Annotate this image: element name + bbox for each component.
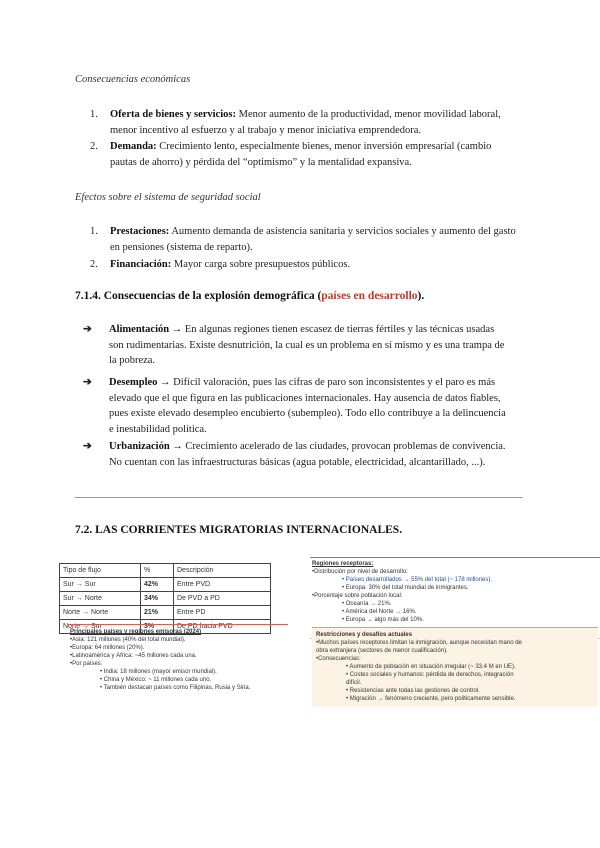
box-line: •Europa: 64 millones (20%). [70,645,145,651]
table-header-row [60,564,271,578]
item-text: Mayor carga sobre presupuestos públicos. [171,259,351,270]
box-line: • Migración → fenómeno creciente, pero politicamente sensible. [346,696,516,702]
section-heading-714 [75,290,424,302]
social-heading: Efectos sobre el sistema de seguridad social [75,192,261,203]
horizontal-divider [75,497,523,498]
econ-heading: Consecuencias económicas [75,74,191,85]
box-line: •Muchos países receptores limitan la inmigración, aunque necesitan mano de [316,640,522,646]
table-cell: 34% [141,592,174,606]
section-heading-72: 7.2. LAS CORRIENTES MIGRATORIAS INTERNACIONALES. [75,524,403,536]
table-cell: 21% [141,606,174,620]
item-text: → Crecimiento acelerado de las ciudades, provocan problemas de convivencia. No cuentan con las infraestructuras básicas (agua potable, electricidad, alcantarillado, ...). [109,441,506,468]
item-term: Demanda: [110,141,157,152]
heading-text: 7.1.4. Consecuencias de la explosión demográfica ( [75,290,322,302]
box-line: • India: 18 millones (mayor emisor mundial). [100,669,217,675]
item-text: Crecimiento lento, especialmente bienes, menor inversión empresarial (cambio pautas de ahorro) y pérdida del “optimismo” y la mentalidad expansiva. [110,141,492,168]
box-title: Restricciones y desafíos actuales [316,632,413,638]
box-line: • Aumento de población en situación irregular (~ 33.4 M en UE). [346,664,516,670]
box-line: obra extranjera (sectores de menor cualificación). [316,648,448,654]
item-text: → Difícil valoración, pues las cifras de paro son inconsistentes y el paro es más elevado que el que figura en las publicaciones internacionales. Hay ausencia de datos fiables, pues existe elevado desempleo encubierto (subempleo). Todo ello contribuye a la delincuencia e inestabilidad política. [109,377,506,435]
table-cell: Entre PD [174,606,271,620]
item-term: Alimentación [109,324,170,335]
box-line: • China y México: ~ 11 millones cada uno. [100,677,212,683]
table-cell: 42% [141,578,174,592]
box-line: •Por países: [70,661,103,667]
list-number: 2. [90,141,98,152]
table-cell: Sur → Norte [60,592,141,606]
table-cell: Norte → Norte [60,606,141,620]
box-line: • También destacan países como Filipinas, Rusia y Siria. [100,685,251,691]
econ-item-2 [90,139,530,179]
heading-suffix: ). [417,290,425,302]
item-text: → En algunas regiones tienen escasez de tierras fértiles y las técnicas usadas son rudimentarias. Existe desnutrición, la cual es un problema en sí mismo y es una trampa de la pobreza. [109,324,505,366]
column-header: Tipo de flujo [60,564,141,578]
restrictions-box [312,627,598,707]
emitter-regions-box [68,624,288,711]
table-cell: Norte → Sur [60,620,141,634]
box-line: difícil. [346,680,362,686]
item-term: Financiación: [110,259,172,270]
arrow-item-alimentacion [83,322,513,370]
list-number: 2. [90,259,98,270]
box-line: •Asia: 121 millones (40% del total mundial). [70,637,186,643]
item-term: Urbanización [109,441,170,452]
item-text: Aumento demanda de asistencia sanitaria y servicios sociales y aumento del gasto en pensiones (sistema de reparto). [110,226,516,253]
item-term: Prestaciones: [110,226,170,237]
social-item-1 [90,224,530,256]
column-header: % [141,564,174,578]
item-term: Oferta de bienes y servicios: [110,109,236,120]
column-header: Descripción [174,564,271,578]
box-line: • Oceanía → 21%. [342,601,392,607]
box-line: • Europa: 30% del total mundial de inmigrantes. [342,585,469,591]
item-term: Desempleo [109,377,158,388]
arrow-bullet-icon: ➔ [83,441,92,452]
arrow-bullet-icon: ➔ [83,377,92,388]
table-cell: De PVD a PD [174,592,271,606]
table-row [60,606,271,620]
box-line: •Latinoamérica y África: ~45 millones cada una. [70,653,197,659]
box-title: Principales países y regiones emisoras (2024) [70,629,202,635]
box-line: • Costes sociales y humanos: pérdida de derechos, integración [346,672,514,678]
box-line: •Porcentaje sobre población local: [312,593,403,599]
table-cell: Entre PVD [174,578,271,592]
list-number: 1. [90,109,98,120]
item-text: Menor aumento de la productividad, menor movilidad laboral, menor incentivo al esfuerzo y al trabajo y menor iniciativa emprendedora. [110,109,501,136]
arrow-item-desempleo [83,375,513,439]
box-line: •Distribución por nivel de desarrollo: [312,569,408,575]
table-row [60,578,271,592]
list-number: 1. [90,226,98,237]
box-line: •Consecuencias: [316,656,361,662]
social-item-2 [90,257,530,273]
box-line: • Países desarrollados → 55% del total (~ 178 millones). [342,577,493,583]
arrow-item-urbanizacion [83,439,513,471]
box-line: • Resistencias ante todas las gestiones de control. [346,688,480,694]
table-cell: De PD hacia PVD [174,620,271,634]
box-line: • Europa → algo más del 10%. [342,617,424,623]
table-cell: Sur → Sur [60,578,141,592]
box-title: Regiones receptoras: [312,561,374,567]
box-line: • América del Norte → 16%. [342,609,417,615]
heading-highlight: países en desarrollo [321,290,418,302]
table-row [60,592,271,606]
arrow-bullet-icon: ➔ [83,324,92,335]
table-cell: 3% [141,620,174,634]
